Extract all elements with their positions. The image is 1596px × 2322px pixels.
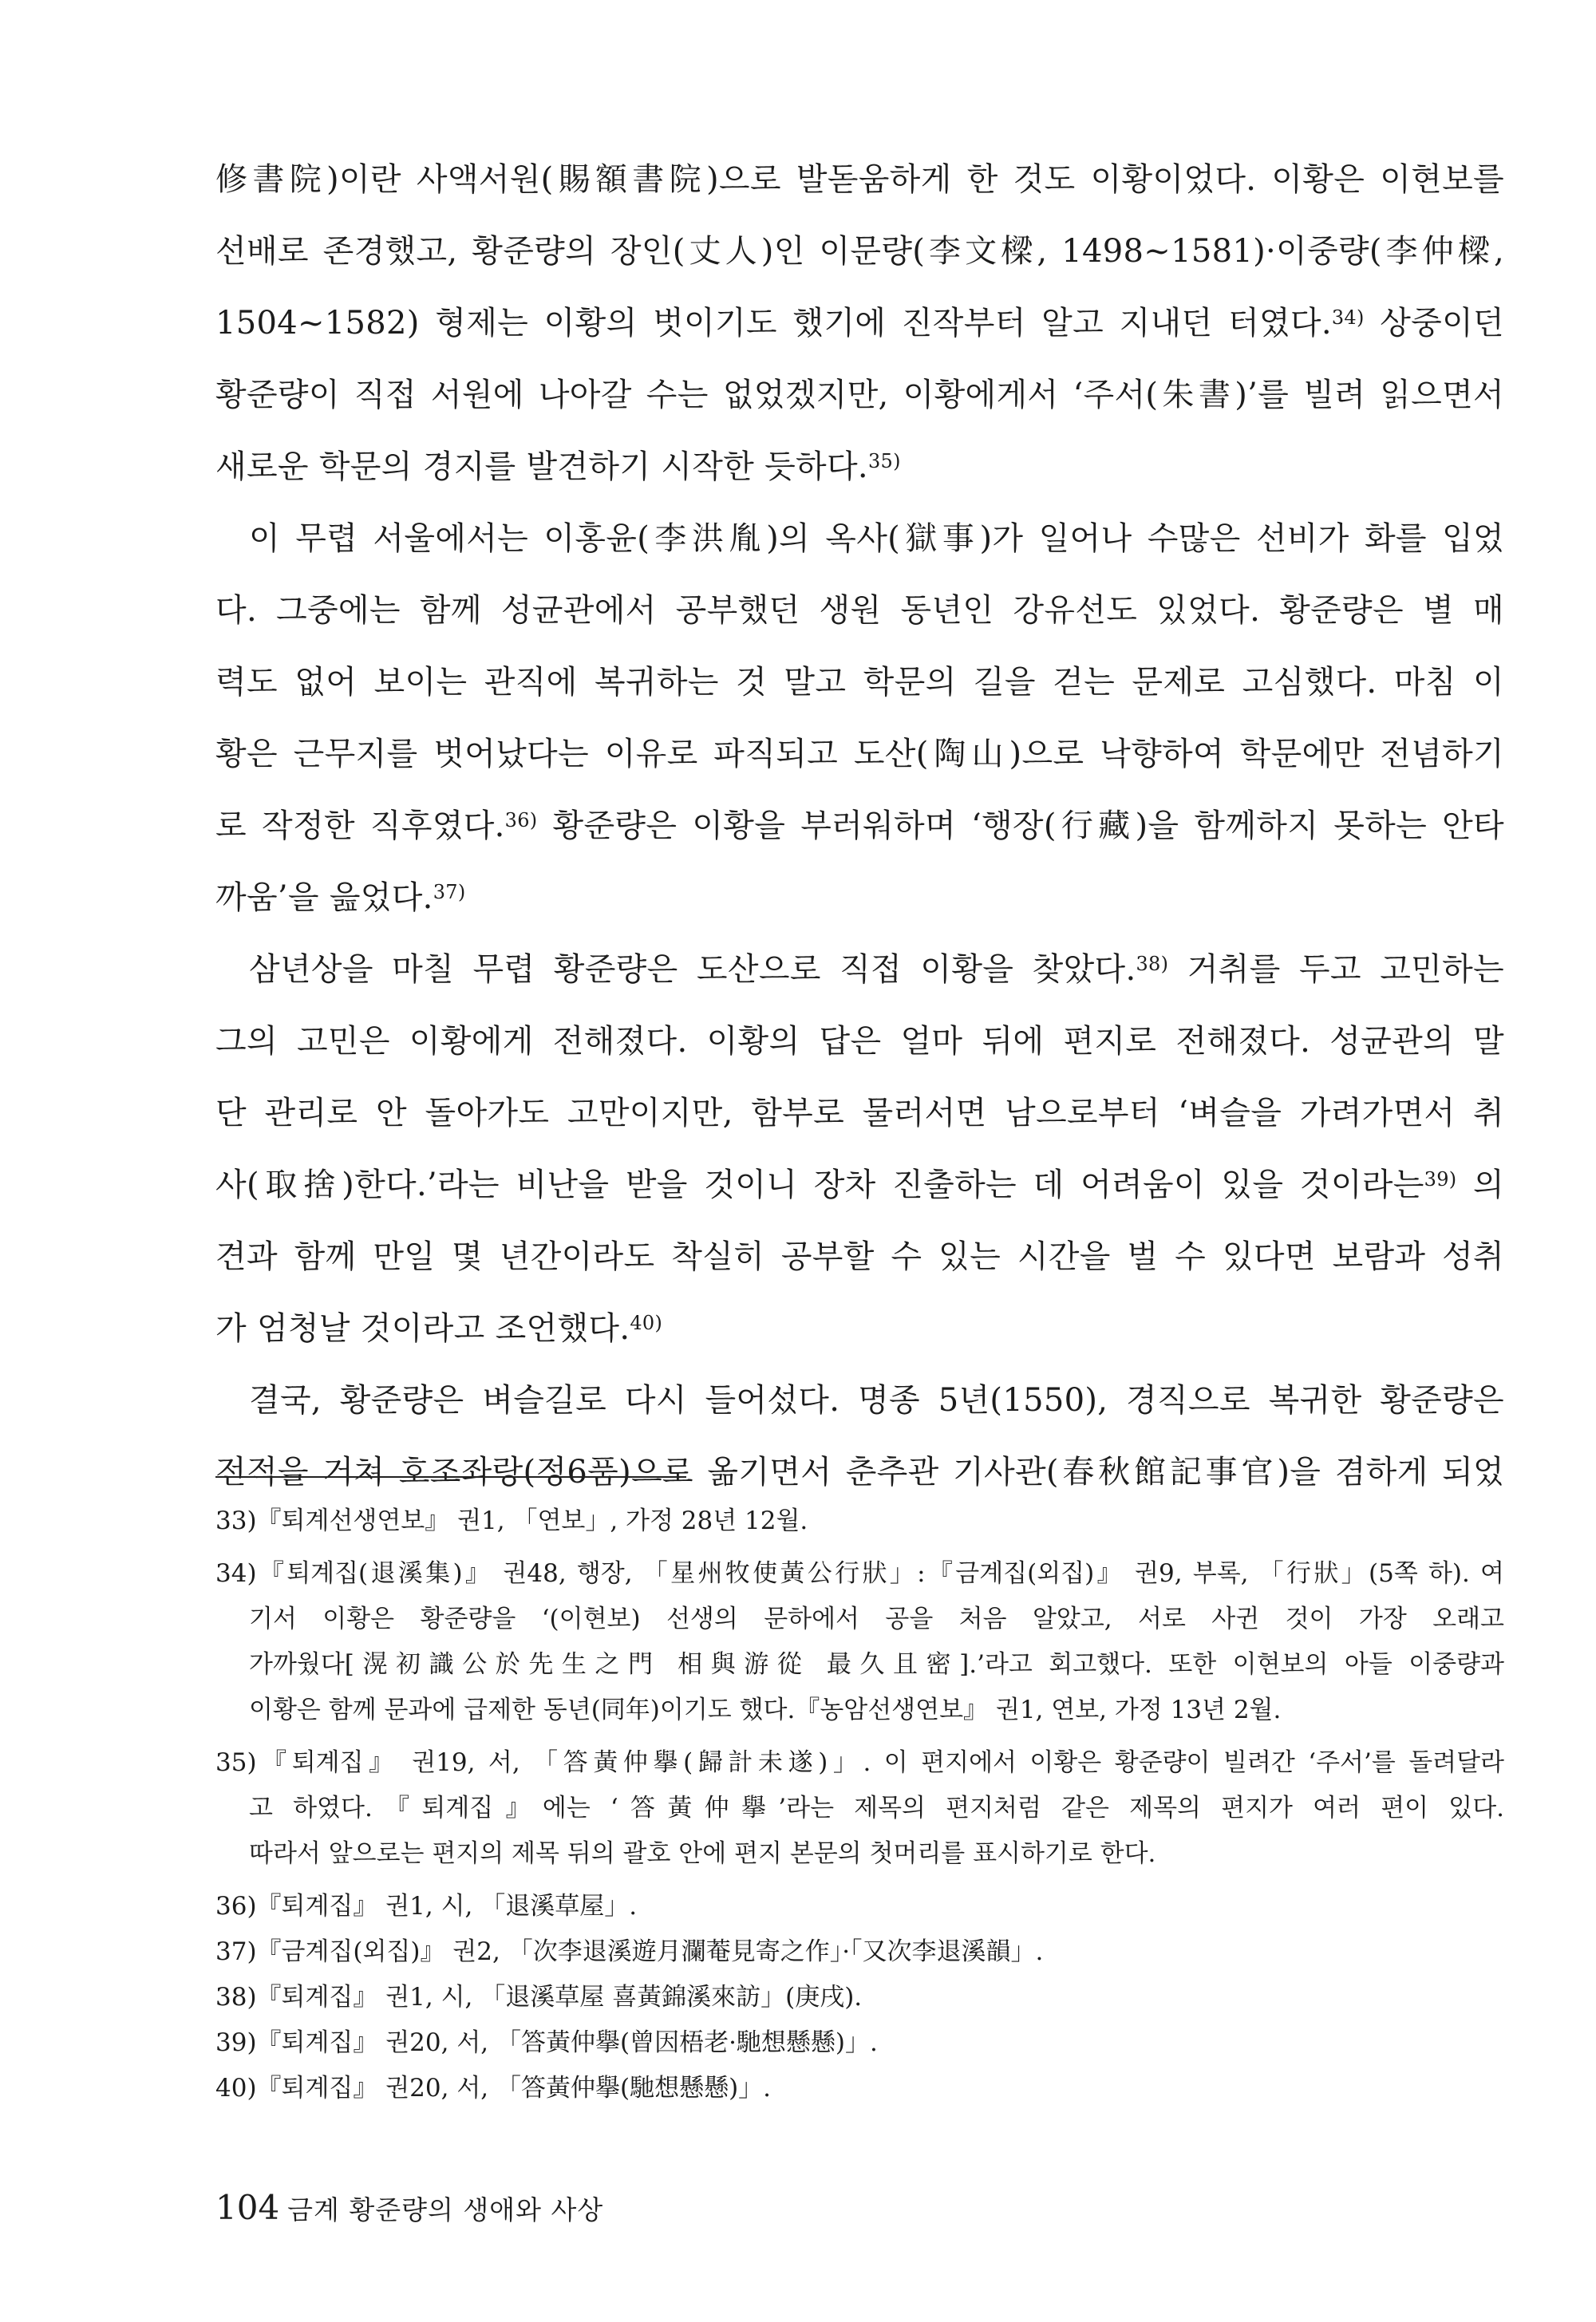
footnote-continuation: 기서 이황은 황준량을 ‘(이현보) 선생의 문하에서 공을 처음 알았고, 서로 사귄 것이 가장 오래고 [249,1605,1504,1633]
text-line: 가 엄청날 것이라고 조언했다.$^{40)}$ [215,1310,663,1347]
main-text [215,144,1504,1508]
text-line: 그의 고민은 이황에게 전해졌다. 이황의 답은 얼마 뒤에 편지로 전해졌다. 성균관의 말 [215,1023,1504,1060]
footnote: 39)『퇴계집』 권20, 서, 「答黃仲擧(曾因梧老·馳想懸懸)」. [215,2028,878,2057]
book-title: 금계 황준량의 생애와 사상 [287,2194,604,2225]
page-footer [215,2188,603,2227]
text-line: 이 무렵 서울에서는 이홍윤(李洪胤)의 옥사(獄事)가 일어나 수많은 선비가 화를 입었 [249,520,1504,557]
footnote-ref: 37) [433,881,466,903]
footnote: 34)『퇴계집(退溪集)』 권48, 행장, 「星州牧使黃公行狀」:『금계집(외집)』 권9, 부록, 「行狀」(5쪽 하). 여 [215,1559,1504,1588]
footnote-divider [215,1476,686,1478]
footnote-ref: 34) [1331,306,1365,329]
footnote: 37)『금계집(외집)』 권2, 「次李退溪遊月瀾菴見寄之作」·「又次李退溪韻」. [215,1937,1044,1966]
page-number: 104 [215,2188,280,2227]
footnotes [215,1499,1504,2111]
footnote-ref: 39) [1424,1168,1457,1191]
text-line: 단 관리로 안 돌아가도 고만이지만, 함부로 물러서면 남으로부터 ‘벼슬을 가려가면서 취 [215,1095,1504,1131]
text-line: 다. 그중에는 함께 성균관에서 공부했던 생원 동년인 강유선도 있었다. 황준량은 별 매 [215,592,1504,629]
text-line: 황준량이 직접 서원에 나아갈 수는 없었겠지만, 이황에게서 ‘주서(朱書)’를 빌려 읽으면서 [215,377,1504,413]
text-line: 修書院)이란 사액서원(賜額書院)으로 발돋움하게 한 것도 이황이었다. 이황은 이현보를 [215,161,1504,198]
text-line: 황은 근무지를 벗어났다는 이유로 파직되고 도산(陶山)으로 낙향하여 학문에만 전념하기 [215,736,1504,772]
text-line: 1504~1582) 형제는 이황의 벗이기도 했기에 진작부터 알고 지내던 터였다.$^{34)}$ 상중이던 [215,305,1504,342]
footnote: 33)『퇴계선생연보』 권1, 「연보」, 가정 28년 12월. [215,1507,808,1535]
footnote-ref: 40) [630,1312,663,1334]
footnote: 38)『퇴계집』 권1, 시, 「退溪草屋 喜黃錦溪來訪」(庚戌). [215,1983,863,2012]
footnote-continuation: 가까웠다[滉初識公於先生之門 相與游從 最久且密].’라고 회고했다. 또한 이현보의 아들 이중량과 [249,1650,1504,1679]
text-line: 력도 없어 보이는 관직에 복귀하는 것 말고 학문의 길을 걷는 문제로 고심했다. 마침 이 [215,664,1504,701]
footnote: 36)『퇴계집』 권1, 시, 「退溪草屋」. [215,1892,638,1921]
footnote: 40)『퇴계집』 권20, 서, 「答黃仲擧(馳想懸懸)」. [215,2074,772,2103]
footnote-ref: 35) [867,450,901,472]
text-line: 까움’을 읊었다.$^{37)}$ [215,879,466,916]
footnote-continuation: 따라서 앞으로는 편지의 제목 뒤의 괄호 안에 편지 본문의 첫머리를 표시하기로 한다. [249,1839,1156,1868]
footnote-continuation: 이황은 함께 문과에 급제한 동년(同年)이기도 했다.『농암선생연보』 권1, 연보, 가정 13년 2월. [249,1696,1282,1724]
footnote: 35)『퇴계집』 권19, 서, 「答黃仲擧(歸計未遂)」. 이 편지에서 이황은 황준량이 빌려간 ‘주서’를 돌려달라 [215,1748,1504,1777]
text-line: 전적을 거쳐 호조좌랑(정6품)으로 옮기면서 춘추관 기사관(春秋館記事官)을 겸하게 되었 [215,1454,1504,1491]
text-line: 사(取捨)한다.’라는 비난을 받을 것이니 장차 진출하는 데 어려움이 있을 것이라는$^{39)}$ 의 [215,1167,1504,1203]
text-line: 결국, 황준량은 벼슬길로 다시 들어섰다. 명종 5년(1550), 경직으로 복귀한 황준량은 [249,1382,1504,1419]
footnote-continuation: 고 하였다.『퇴계집』에는 ‘答黃仲擧’라는 제목의 편지처럼 같은 제목의 편지가 여러 편이 있다. [249,1794,1504,1822]
footnote-ref: 38) [1136,953,1169,975]
text-line: 삼년상을 마칠 무렵 황준량은 도산으로 직접 이황을 찾았다.$^{38)}$ 거취를 두고 고민하는 [249,951,1504,988]
footnote-ref: 36) [504,809,538,831]
text-line: 견과 함께 만일 몇 년간이라도 착실히 공부할 수 있는 시간을 벌 수 있다면 보람과 성취 [215,1238,1504,1275]
text-line: 새로운 학문의 경지를 발견하기 시작한 듯하다.$^{35)}$ [215,448,901,485]
text-line: 로 작정한 직후였다.$^{36)}$ 황준량은 이황을 부러워하며 ‘행장(行藏)을 함께하지 못하는 안타 [215,808,1504,844]
text-line: 선배로 존경했고, 황준량의 장인(丈人)인 이문량(李文樑, 1498~1581)·이중량(李仲樑, [215,233,1504,270]
